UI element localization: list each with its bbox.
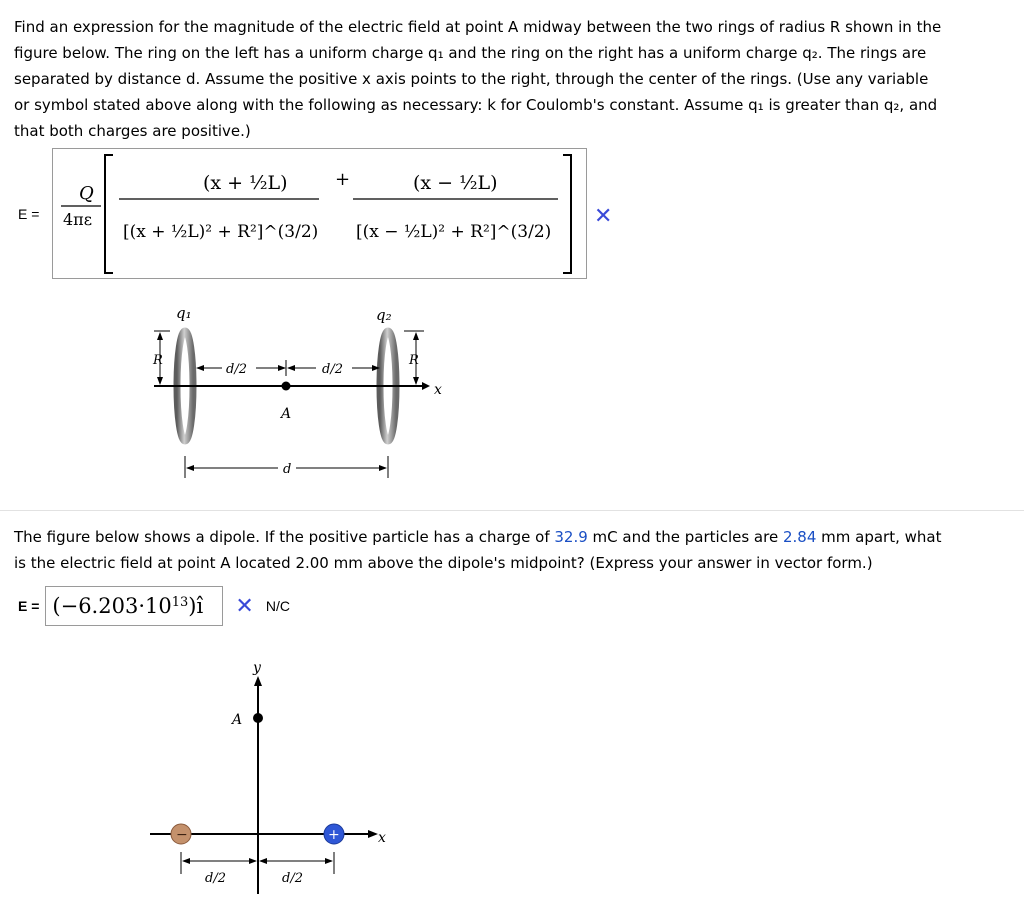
x-axis-label: x: [434, 382, 442, 398]
half-d-right-label: d/2: [322, 362, 343, 377]
q2-label: q₂: [376, 306, 392, 324]
q1-label: q₁: [176, 304, 192, 322]
section-divider: [0, 510, 1024, 511]
dipole-figure: [150, 656, 410, 906]
problem-2-text: [14, 524, 1004, 576]
answer-2-open: (−6.203·10: [52, 594, 172, 618]
answer-1-input[interactable]: [52, 148, 587, 279]
plus-operator: +: [335, 169, 351, 190]
radius-left-label: R: [153, 353, 163, 368]
problem-1-line: or symbol stated above along with the following as necessary: k for Coulomb's constant. Assume q₁ is greater than q₂, and: [14, 96, 938, 114]
positive-sign-icon: +: [328, 827, 340, 843]
point-a-label: A: [232, 712, 243, 728]
term-2-denominator: [(x − ½L)² + R²]^(3/2): [356, 222, 552, 242]
problem-2-text-b: mC and the particles are: [587, 528, 783, 546]
answer-2-input[interactable]: [45, 586, 223, 626]
term-2-numerator: (x − ½L): [413, 172, 498, 194]
answer-1-label: E =: [18, 206, 40, 222]
answer-1-formula: [53, 149, 586, 278]
problem-1-line: separated by distance d. Assume the positive x axis points to the right, through the center of the rings. (Use any variable: [14, 70, 929, 88]
answer-2-close: )î: [188, 594, 204, 618]
x-axis-label: x: [378, 830, 386, 846]
answer-2-row: [18, 586, 290, 626]
problem-1-line: that both charges are positive.): [14, 122, 251, 140]
half-d-right-label: d/2: [282, 871, 303, 886]
half-d-left-label: d/2: [226, 362, 247, 377]
cross-icon: ✕: [594, 204, 613, 229]
rings-figure: [140, 298, 440, 488]
problem-1-line: figure below. The ring on the left has a uniform charge q₁ and the ring on the right has a uniform charge q₂. The rings are: [14, 44, 927, 62]
problem-1-line: Find an expression for the magnitude of the electric field at point A midway between the two rings of radius R shown in the: [14, 18, 942, 36]
negative-sign-icon: −: [176, 827, 188, 843]
unit-label: N/C: [265, 598, 290, 614]
half-d-left-label: d/2: [205, 871, 226, 886]
term-1-numerator: (x + ½L): [203, 172, 288, 194]
answer-2-exponent: 13: [171, 594, 189, 610]
point-a-dot: [282, 382, 291, 391]
term-1-denominator: [(x + ½L)² + R²]^(3/2): [123, 222, 319, 242]
problem-2-text-a: The figure below shows a dipole. If the positive particle has a charge of: [14, 528, 555, 546]
d-label: d: [283, 462, 292, 477]
problem-2-line: is the electric field at point A located 2.00 mm above the dipole's midpoint? (Express your answer in vector form.): [14, 554, 873, 572]
problem-2-text-c: mm apart, what: [816, 528, 942, 546]
answer-2-label: E =: [18, 598, 40, 614]
prefactor-denominator: 4πε: [63, 210, 92, 229]
prefactor-numerator: Q: [79, 183, 94, 204]
y-axis-label: y: [253, 660, 261, 676]
point-a-dot: [253, 713, 263, 723]
radius-right-label: R: [409, 353, 419, 368]
charge-value: 32.9: [554, 528, 588, 546]
separation-value: 2.84: [782, 528, 817, 546]
problem-1-text: [14, 14, 1004, 144]
point-a-label: A: [281, 406, 292, 422]
cross-icon: ✕: [235, 593, 254, 619]
